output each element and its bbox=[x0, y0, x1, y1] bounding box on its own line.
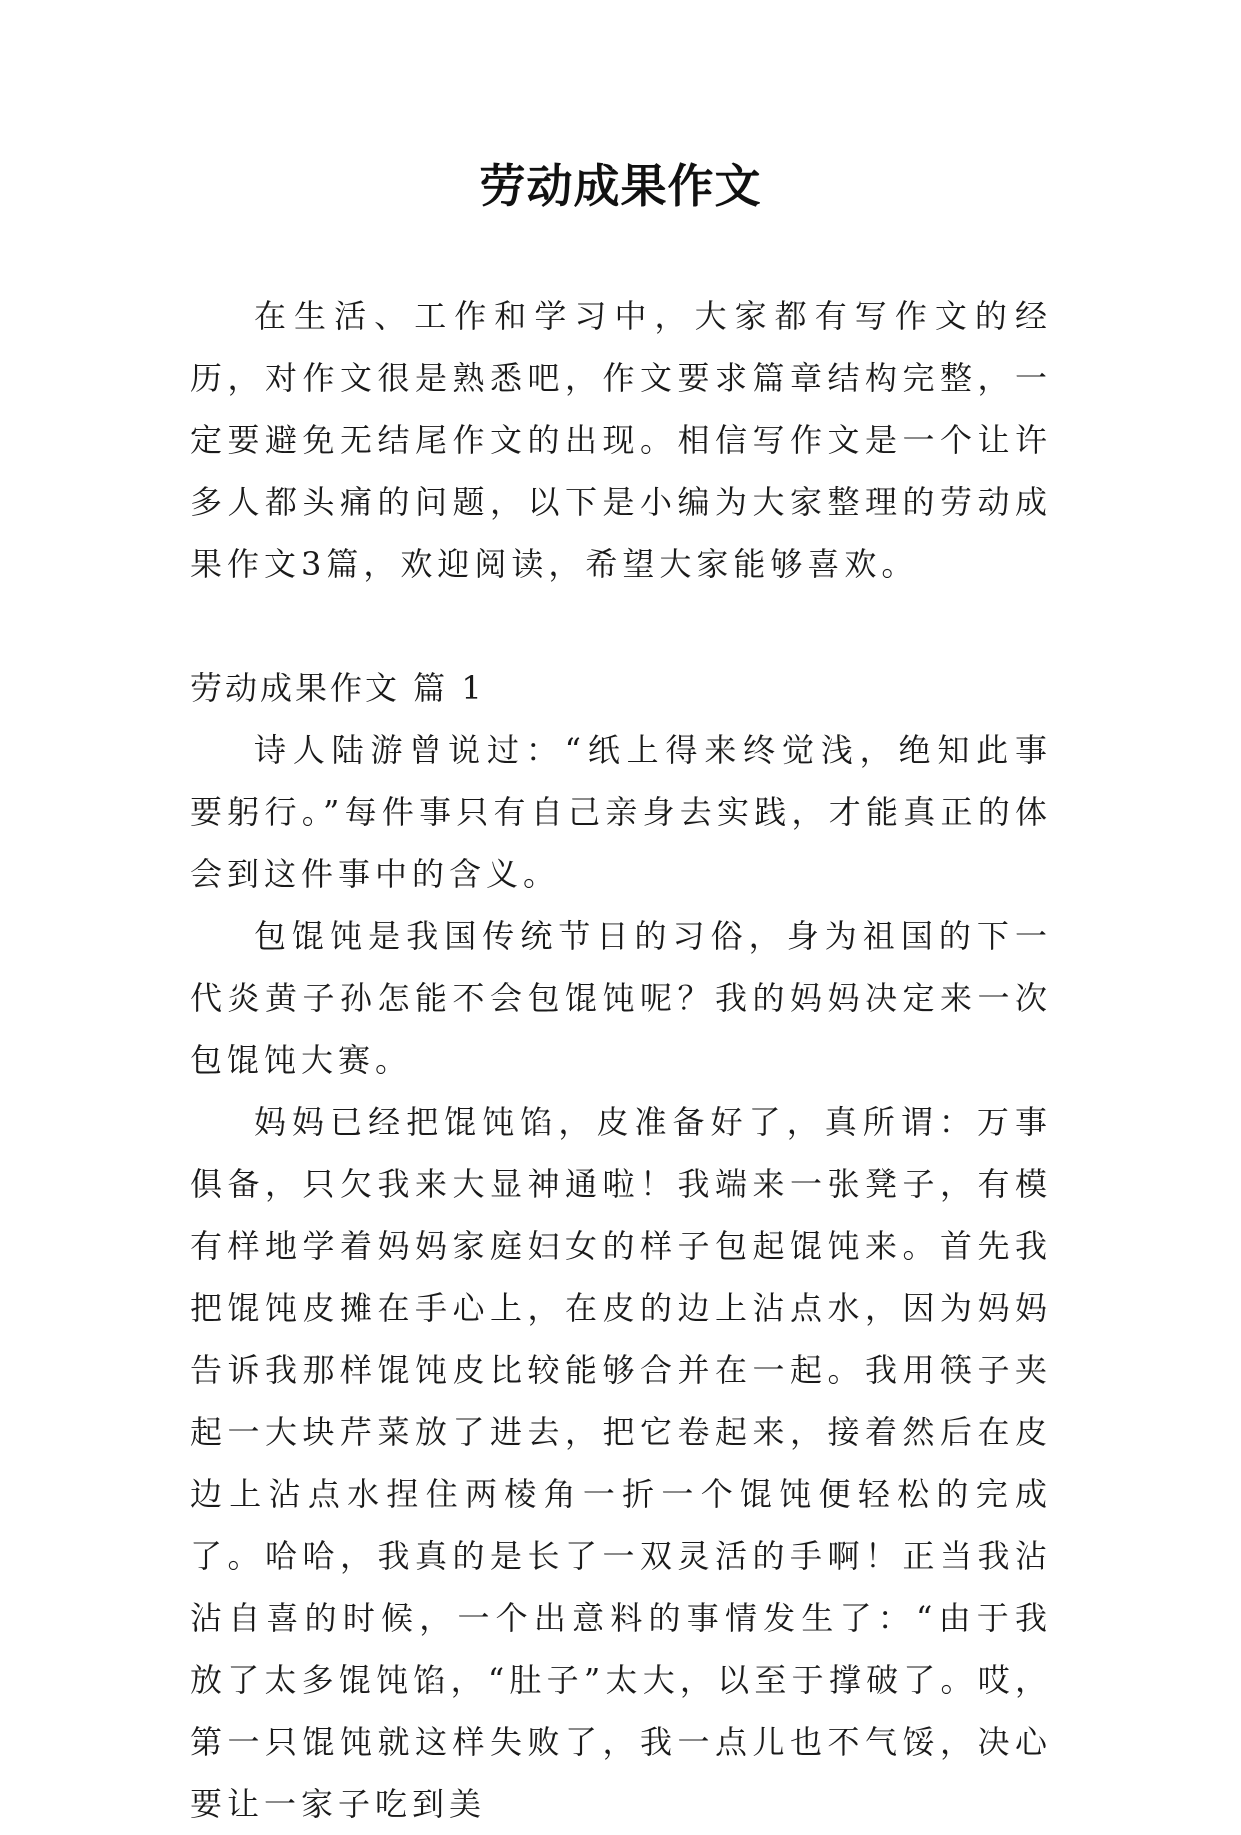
section-heading: 劳动成果作文 篇 1 bbox=[190, 669, 485, 707]
intro-paragraph: 在生活、工作和学习中，大家都有写作文的经历，对作文很是熟悉吧，作文要求篇章结构完整，一定要避免无结尾作文的出现。相信写作文是一个让许多人都头痛的问题，以下是小编为大家整理的劳动成果作文3篇，欢迎阅读，希望大家能够喜欢。 bbox=[190, 297, 1052, 583]
page-title: 劳动成果作文 bbox=[479, 159, 762, 213]
body-paragraph: 包馄饨是我国传统节日的习俗，身为祖国的下一代炎黄子孙怎能不会包馄饨呢？我的妈妈决定来一次包馄饨大赛。 bbox=[190, 917, 1052, 1079]
body-paragraph: 诗人陆游曾说过：“纸上得来终觉浅，绝知此事要躬行。”每件事只有自己亲身去实践，才能真正的体会到这件事中的含义。 bbox=[190, 731, 1052, 893]
body-paragraph: 妈妈已经把馄饨馅，皮准备好了，真所谓：万事俱备，只欠我来大显神通啦！我端来一张凳子，有模有样地学着妈妈家庭妇女的样子包起馄饨来。首先我把馄饨皮摊在手心上，在皮的边上沾点水，因为妈妈告诉我那样馄饨皮比较能够合并在一起。我用筷子夹起一大块芹菜放了进去，把它卷起来，接着然后在皮边上沾点水捏住两棱角一折一个馄饨便轻松的完成了。哈哈，我真的是长了一双灵活的手啊！正当我沾沾自喜的时候，一个出意料的事情发生了：“由于我放了太多馄饨馅，“肚子”太大，以至于撑破了。哎，第一只馄饨就这样失败了，我一点儿也不气馁，决心要让一家子吃到美 bbox=[190, 1103, 1052, 1823]
document-body bbox=[190, 285, 1052, 1835]
